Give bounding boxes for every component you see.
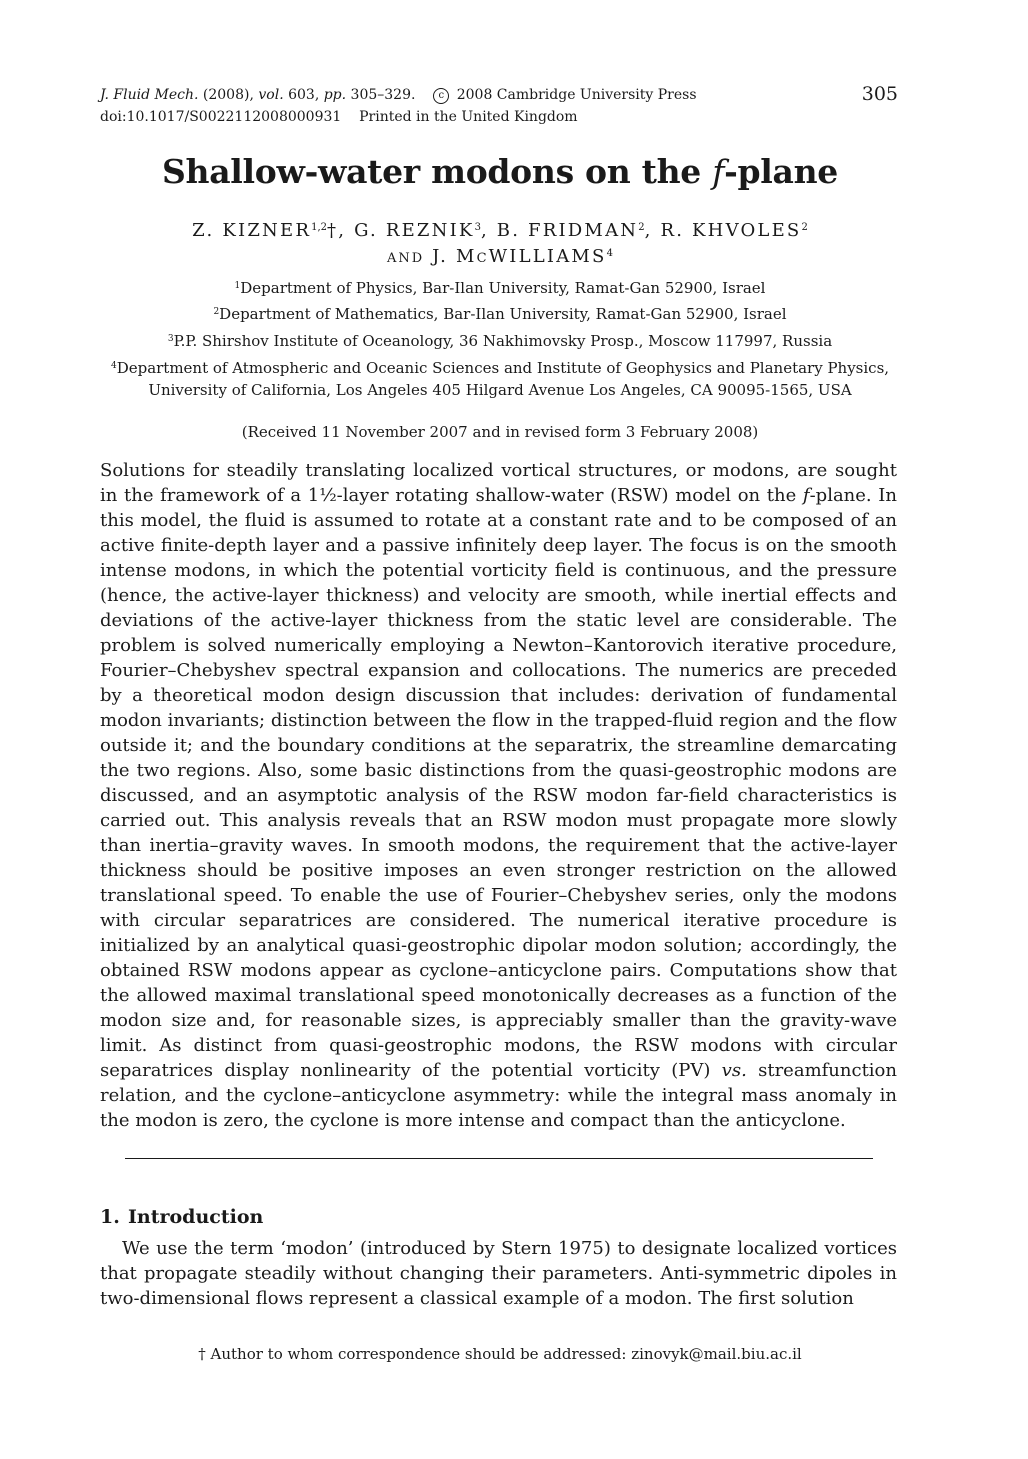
printed-in: Printed in the United Kingdom: [359, 109, 578, 125]
section-heading: Introduction: [128, 1206, 264, 1228]
vs-italic: vs.: [721, 1060, 747, 1081]
journal-name: J. Fluid Mech.: [100, 87, 199, 103]
f-variable: f: [802, 485, 810, 506]
author-kizner: Z. KIZNER$^{1,2}$†,: [192, 220, 347, 241]
copyright-text: 2008 Cambridge University Press: [456, 87, 697, 103]
doi-line: [100, 108, 578, 126]
author-list-line2: [0, 246, 1000, 267]
paper-title: [0, 152, 1000, 191]
received-dates: (Received 11 November 2007 and in revised form 3 February 2008): [241, 423, 759, 441]
author-mcwilliams: J. MCWILLIAMS$^4$: [432, 246, 613, 267]
affiliation-3: $^3$P.P. Shirshov Institute of Oceanology, 36 Nakhimovsky Prosp., Moscow 117997, Russia: [167, 332, 833, 350]
journal-year: (2008),: [202, 87, 254, 103]
author-reznik: G. REZNIK$^3$,: [354, 220, 489, 241]
abstract-divider: [125, 1158, 873, 1159]
title-suffix: -plane: [724, 152, 838, 191]
affiliation-2: $^2$Department of Mathematics, Bar-Ilan University, Ramat-Gan 52900, Israel: [213, 305, 787, 323]
affiliation-1: $^1$Department of Physics, Bar-Ilan University, Ramat-Gan 52900, Israel: [234, 279, 766, 297]
author-list: [0, 220, 1000, 241]
page-number: 305: [861, 83, 898, 105]
running-header: [100, 86, 697, 104]
and-word: AND: [387, 251, 425, 266]
title-prefix: Shallow-water modons on the: [161, 152, 701, 191]
volume-label: vol.: [258, 87, 284, 103]
section-number: 1.: [100, 1206, 120, 1228]
affiliation-4-line2: University of California, Los Angeles 405 Hilgard Avenue Los Angeles, CA 90095-1565, USA: [148, 381, 852, 399]
affiliation-4: $^4$Department of Atmospheric and Oceanic Sciences and Institute of Geophysics and Planetary Physics,: [110, 359, 890, 377]
footnote: † Author to whom correspondence should be addressed: zinovyk@mail.biu.ac.il: [198, 1345, 802, 1363]
author-khvoles: R. KHVOLES$^2$: [660, 220, 808, 241]
volume-number: 603,: [288, 87, 320, 103]
author-fridman: B. FRIDMAN$^2$,: [496, 220, 653, 241]
pages-label: pp.: [323, 87, 347, 103]
title-f-variable: f: [712, 152, 725, 191]
doi: doi:10.1017/S0022112008000931: [100, 109, 342, 125]
introduction-text: We use the term ‘modon’ (introduced by Stern 1975) to designate localized vortices that propagate steadily without changing their parameters. Anti-symmetric dipoles in two-dimensional flows represent a classical example of a modon. The first solution: [100, 1238, 897, 1309]
copyright-icon: c: [433, 88, 449, 104]
abstract: Solutions for steadily translating localized vortical structures, or modons, are sought in the framework of a 1½-layer rotating shallow-water (RSW) model on the f-plane. In this model, the fluid is assumed to rotate at a constant rate and to be composed of an active finite-depth layer and a passive infinitely deep layer. The focus is on the smooth intense modons, in which the potential vorticity field is continuous, and the pressure (hence, the active-layer thickness) and velocity are smooth, while inertial effects and deviations of the active-layer thickness from the static level are considerable. The problem is solved numerically employing a Newton–Kantorovich iterative procedure, Fourier–Chebyshev spectral expansion and collocations. The numerics are preceded by a theoretical modon design discussion that includes: derivation of fundamental modon invariants; distinction between the flow in the trapped-fluid region and the flow outside it; and the boundary conditions at the separatrix, the streamline demarcating the two regions. Also, some basic distinctions from the quasi-geostrophic modons are discussed, and an asymptotic analysis of the RSW modon far-field characteristics is carried out. This analysis reveals that an RSW modon must propagate more slowly than inertia–gravity waves. In smooth modons, the requirement that the active-layer thickness should be positive imposes an even stronger restriction on the allowed translational speed. To enable the use of Fourier–Chebyshev series, only the modons with circular separatrices are considered. The numerical iterative procedure is initialized by an analytical quasi-geostrophic dipolar modon solution; accordingly, the obtained RSW modons appear as cyclone–anticyclone pairs. Computations show that the allowed maximal translational speed monotonically decreases as a function of the modon size and, for reasonable sizes, is appreciably smaller than the gravity-wave limit. As distinct from quasi-geostrophic modons, the RSW modons with circular separatrices display nonlinearity of the potential vorticity (PV) vs. streamfunction relation, and the cyclone–anticyclone asymmetry: while the integral mass anomaly in the modon is zero, the cyclone is more intense and compact than the anticyclone.: [100, 460, 898, 1131]
page-range: 305–329.: [350, 87, 416, 103]
